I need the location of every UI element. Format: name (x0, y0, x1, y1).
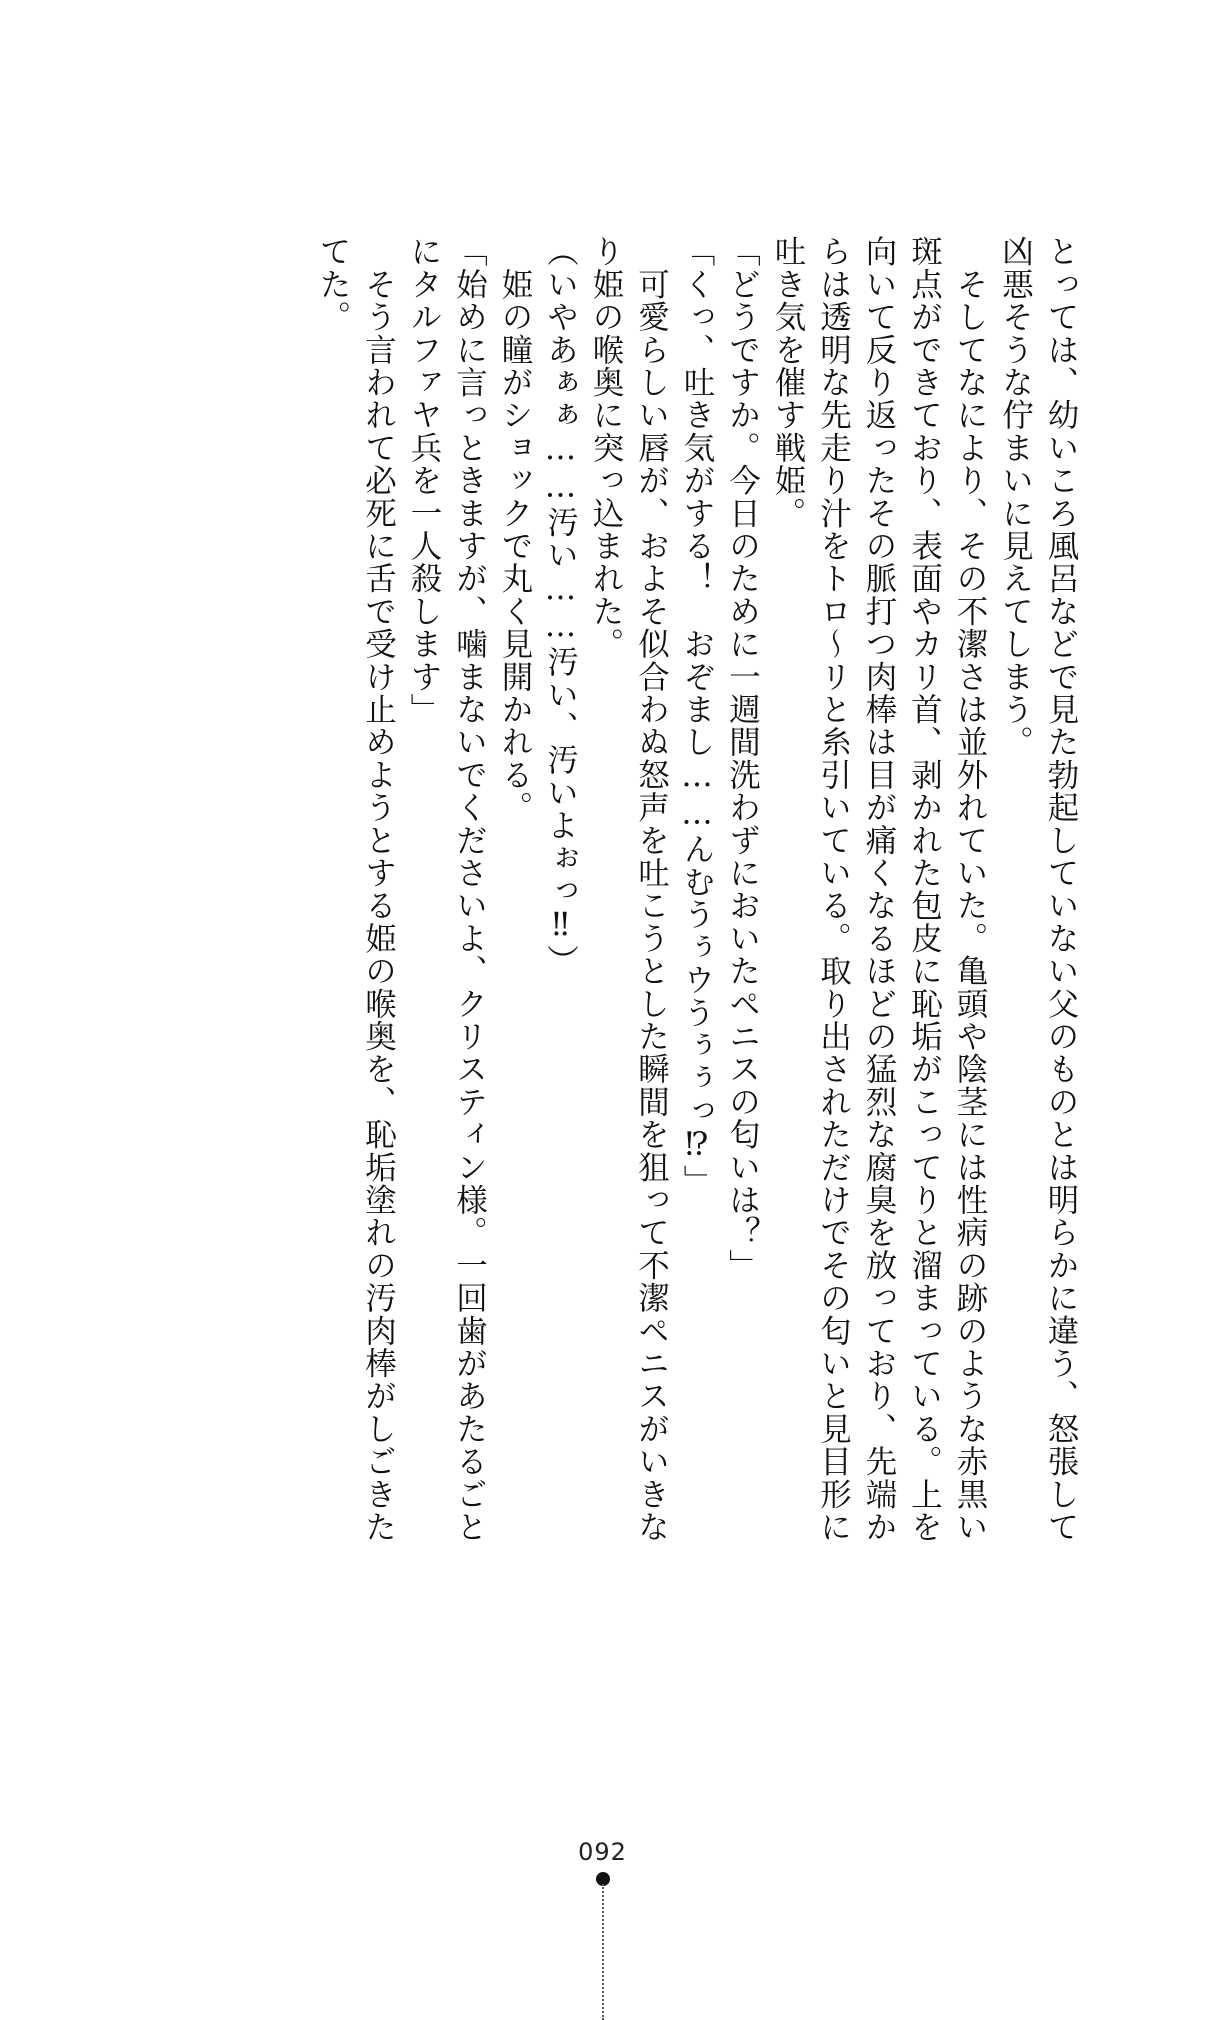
text-line: り姫の喉奥に突っ込まれた。 (588, 235, 624, 661)
text-line: らは透明な先走り汁をトロ〜リと糸引いている。取り出されただけでその匂いと見目形に (815, 235, 852, 1543)
text-line: 吐き気を催す戦姫。 (770, 235, 806, 530)
text-line: 姫の瞳がショックで丸く見開かれる。 (497, 235, 533, 824)
text-line: 斑点ができており、表面やカリ首、剥かれた包皮に恥垢がこってりと溜まっている。上を (906, 235, 943, 1543)
text-line: 凶悪そうな佇まいに見えてしまう。 (997, 235, 1034, 759)
text-line: 向いて反り返ったその脈打つ肉棒は目が痛くなるほどの猛烈な腐臭を放っており、先端か (861, 235, 897, 1543)
vertical-text-body (310, 235, 1084, 1655)
text-line: 「くっ、吐き気がする！ おぞまし……んむうぅウうぅぅっ⁉」 (679, 235, 715, 1197)
text-line: （いやあぁぁ……汚い……汚い、汚いよぉっ‼） (542, 235, 579, 977)
text-line: てた。 (315, 235, 351, 334)
text-line: そしてなにより、その不潔さは並外れていた。亀頭や陰茎には性病の跡のような赤黒い (952, 235, 988, 1543)
text-line: 「始めに言っときますが、噛まないでくださいよ、クリスティン様。一回歯があたるごと (451, 235, 488, 1543)
text-line: そう言われて必死に舌で受け止めようとする姫の喉奥を、恥垢塗れの汚肉棒がしごきた (360, 235, 397, 1544)
text-line: 可愛らしい唇が、およそ似合わぬ怒声を吐こうとした瞬間を狙って不潔ペニスがいきな (633, 235, 670, 1544)
text-line: とっては、幼いころ風呂などで見た勃起していない父のものとは明らかに違う、怒張して (1043, 235, 1079, 1543)
folio-dotted-line (602, 1884, 604, 2020)
folio-ornament-icon (592, 1872, 614, 2020)
page-number: 092 (578, 1838, 627, 1866)
text-line: にタルファヤ兵を一人殺します」 (406, 235, 442, 726)
text-line: 「どうですか。今日のために一週間洗わずにおいたペニスの匂いは？」 (724, 235, 761, 1282)
